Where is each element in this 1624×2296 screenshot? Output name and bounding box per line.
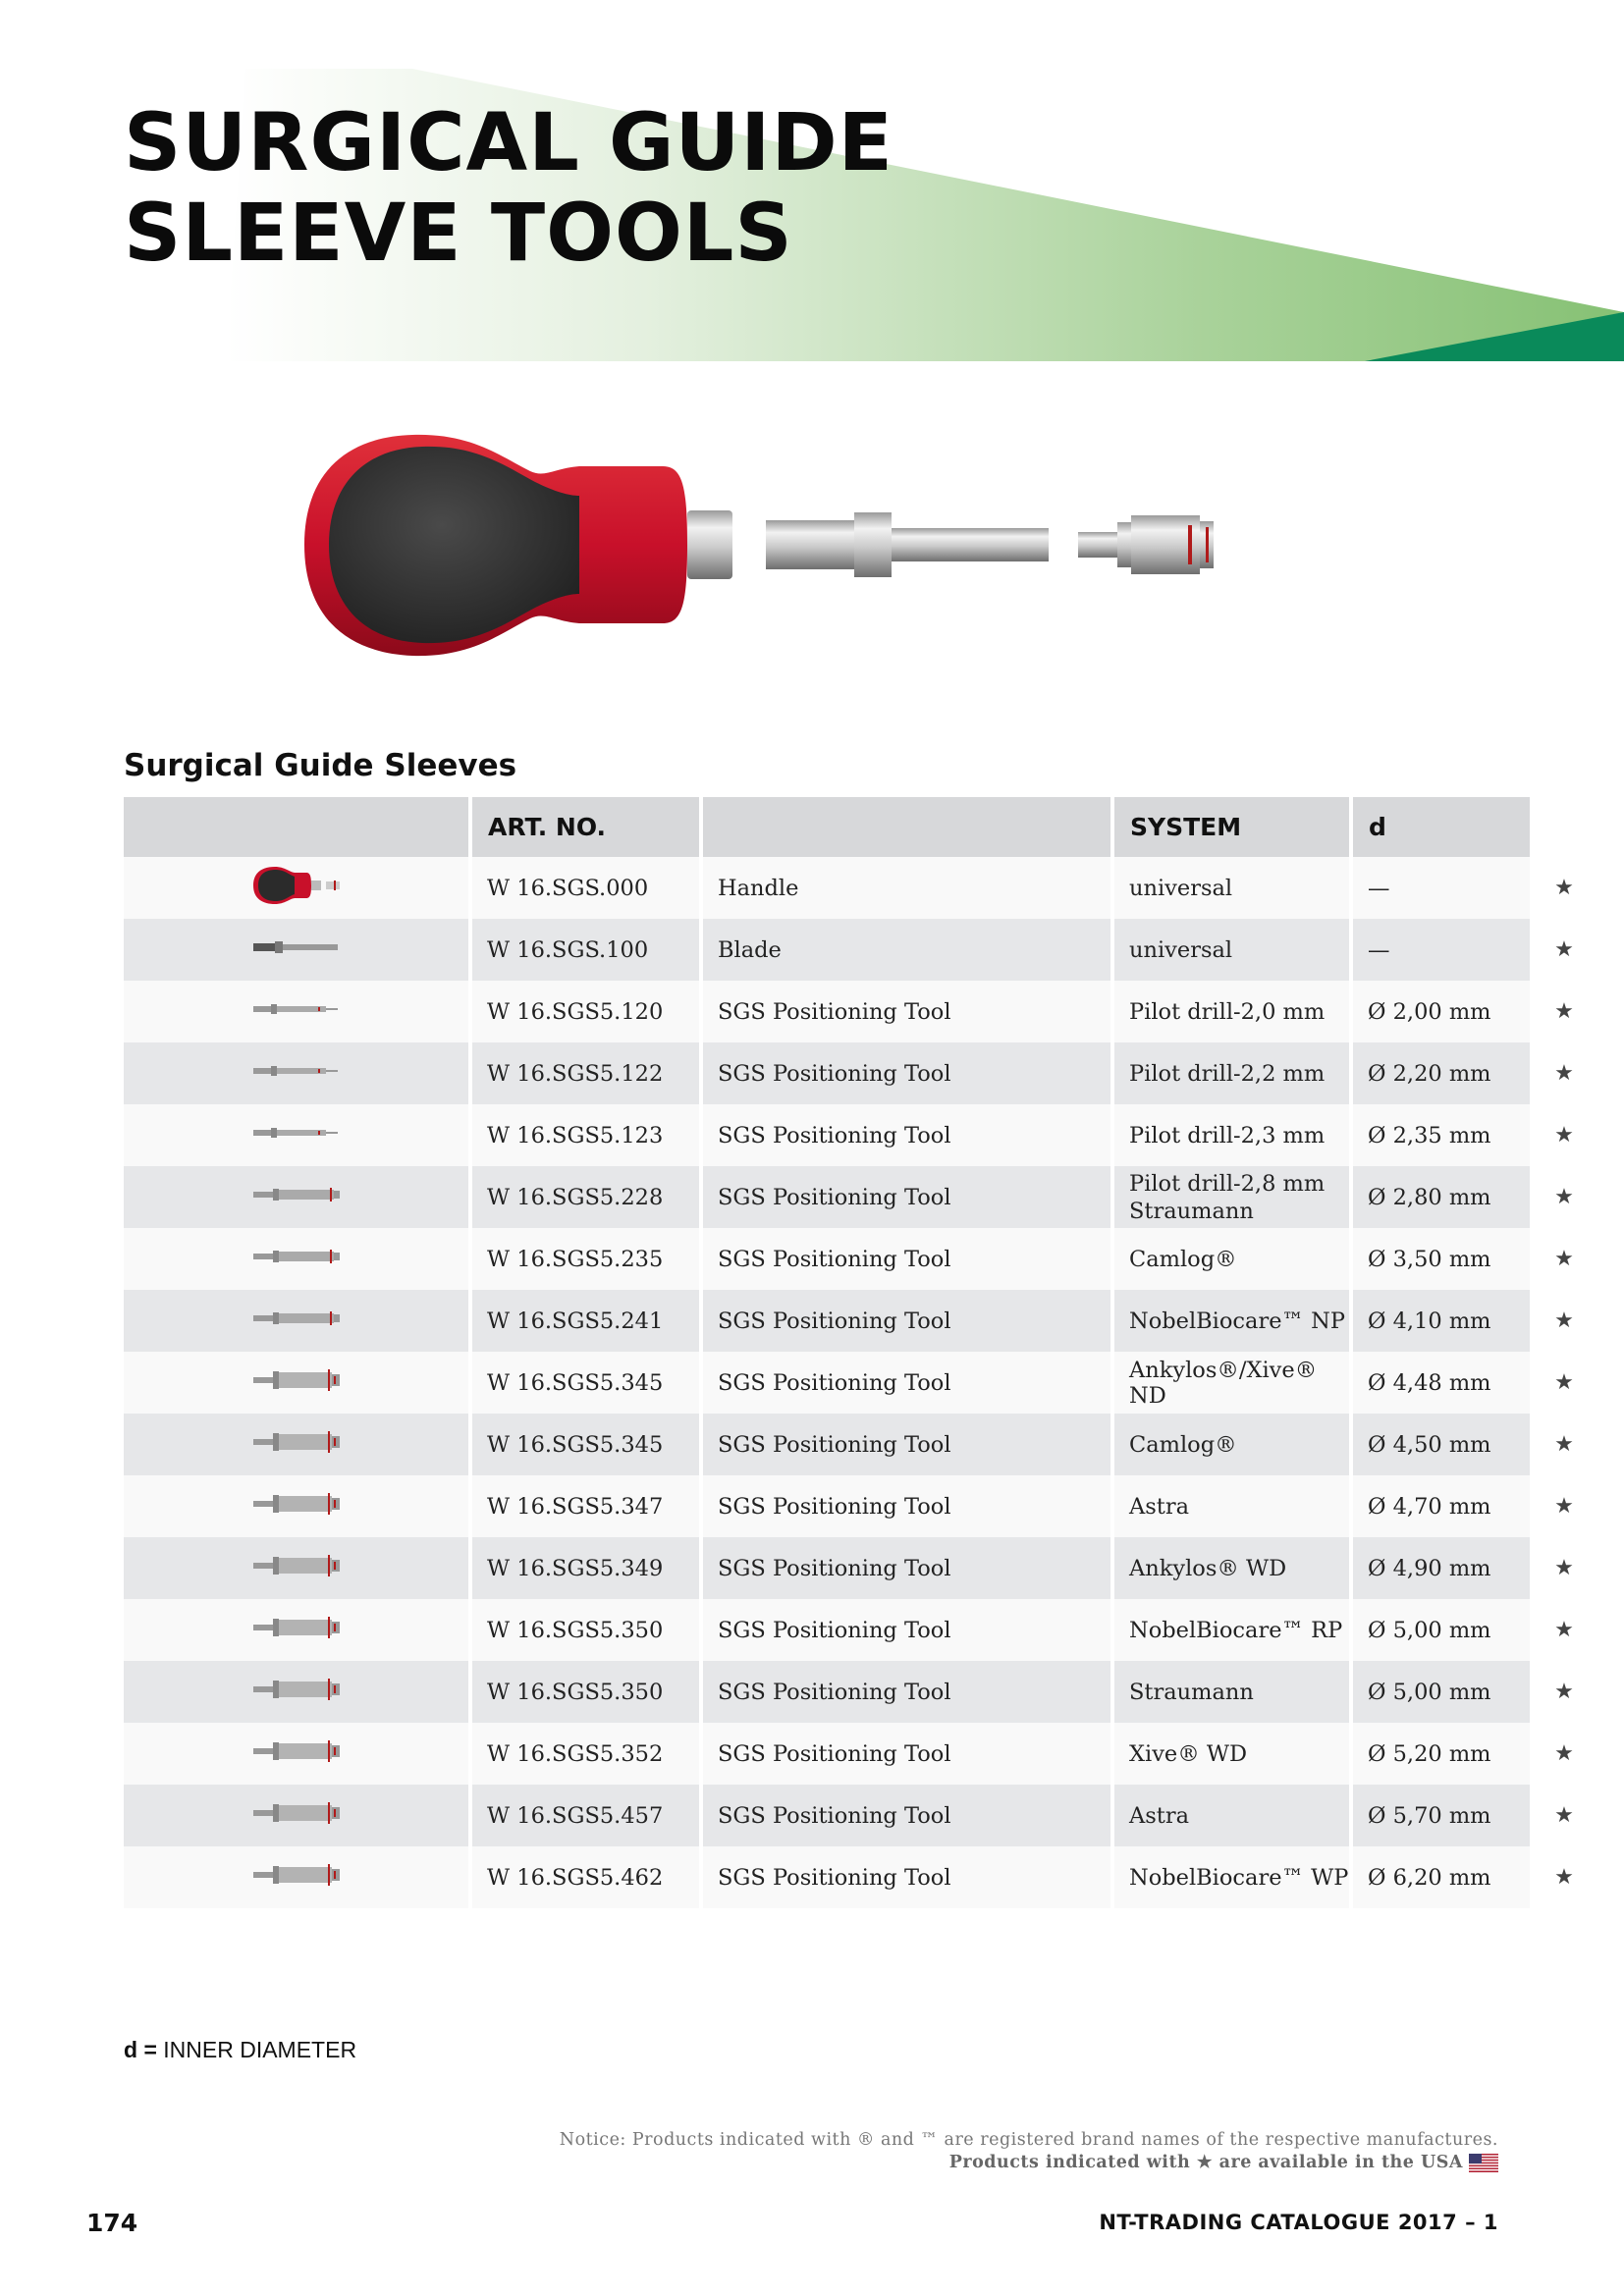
title-line-2: SLEEVE TOOLS xyxy=(124,187,793,280)
diameter-cell: Ø 2,35 mm xyxy=(1353,1104,1530,1166)
system-value: Astra xyxy=(1129,1802,1190,1829)
description-cell: SGS Positioning Tool xyxy=(703,1166,1110,1228)
product-thumbnail xyxy=(124,981,468,1042)
diameter-cell: Ø 5,00 mm xyxy=(1353,1661,1530,1723)
product-hero-image xyxy=(285,417,1257,682)
system-value: Pilot drill-2,3 mm xyxy=(1129,1122,1326,1148)
description-cell: SGS Positioning Tool xyxy=(703,981,1110,1042)
system-cell xyxy=(1114,1785,1349,1846)
usa-availability-star-icon: ★ xyxy=(1554,1061,1574,1086)
system-cell xyxy=(1114,919,1349,981)
art-no-cell: W 16.SGS.000 xyxy=(472,857,699,919)
pin-mid-thumbnail-image xyxy=(249,1186,344,1211)
table-row xyxy=(124,981,1595,1042)
pin-thin-thumbnail-image xyxy=(249,1061,344,1087)
system-value: Camlog® xyxy=(1129,1431,1237,1458)
header-image xyxy=(124,797,468,857)
pin-thin-thumbnail-image xyxy=(249,1123,344,1148)
usa-availability-star-icon: ★ xyxy=(1554,1741,1574,1766)
usa-availability-star-icon: ★ xyxy=(1554,1432,1574,1457)
notice-line-2 xyxy=(560,2152,1498,2174)
system-value: universal xyxy=(1129,875,1233,901)
usa-availability-star-icon: ★ xyxy=(1554,1803,1574,1828)
usa-availability-star-icon: ★ xyxy=(1554,1308,1574,1333)
art-no-cell: W 16.SGS5.350 xyxy=(472,1599,699,1661)
diameter-cell: Ø 5,70 mm xyxy=(1353,1785,1530,1846)
description-cell: SGS Positioning Tool xyxy=(703,1042,1110,1104)
table-row xyxy=(124,1846,1595,1908)
table-row xyxy=(124,919,1595,981)
diameter-cell: — xyxy=(1353,857,1530,919)
product-thumbnail xyxy=(124,857,468,919)
product-thumbnail xyxy=(124,919,468,981)
blade-thumbnail-image xyxy=(249,937,344,963)
system-value: Ankylos®/Xive® ND xyxy=(1129,1357,1318,1409)
product-thumbnail xyxy=(124,1846,468,1908)
handle-thumbnail-image xyxy=(249,887,344,913)
system-cell xyxy=(1114,1846,1349,1908)
art-no-cell: W 16.SGS5.123 xyxy=(472,1104,699,1166)
catalogue-footer: NT-TRADING CATALOGUE 2017 – 1 xyxy=(1099,2211,1498,2234)
description-cell: SGS Positioning Tool xyxy=(703,1475,1110,1537)
table-row xyxy=(124,1042,1595,1104)
description-cell: SGS Positioning Tool xyxy=(703,1661,1110,1723)
art-no-cell: W 16.SGS5.345 xyxy=(472,1414,699,1475)
product-thumbnail xyxy=(124,1537,468,1599)
table-row xyxy=(124,1352,1595,1414)
notice xyxy=(560,2129,1498,2174)
notice-line-2-text: Products indicated with ★ are available in the USA xyxy=(948,2153,1463,2172)
table-header-row xyxy=(124,797,1595,857)
diameter-cell: Ø 6,20 mm xyxy=(1353,1846,1530,1908)
system-cell xyxy=(1114,1723,1349,1785)
system-value: NobelBiocare™ RP xyxy=(1129,1617,1343,1643)
system-value: NobelBiocare™ NP xyxy=(1129,1308,1345,1334)
product-thumbnail xyxy=(124,1414,468,1475)
diameter-cell: Ø 5,20 mm xyxy=(1353,1723,1530,1785)
pin-wide-thumbnail-image xyxy=(249,1807,344,1833)
pin-wide-thumbnail-image xyxy=(249,1374,344,1400)
description-cell: SGS Positioning Tool xyxy=(703,1352,1110,1414)
art-no-cell: W 16.SGS5.122 xyxy=(472,1042,699,1104)
description-cell: SGS Positioning Tool xyxy=(703,1414,1110,1475)
system-cell xyxy=(1114,1599,1349,1661)
description-cell: SGS Positioning Tool xyxy=(703,1104,1110,1166)
system-value: Camlog® xyxy=(1129,1246,1237,1272)
art-no-cell: W 16.SGS5.235 xyxy=(472,1228,699,1290)
art-no-cell: W 16.SGS5.350 xyxy=(472,1661,699,1723)
product-thumbnail xyxy=(124,1475,468,1537)
art-no-cell: W 16.SGS5.228 xyxy=(472,1166,699,1228)
pin-wide-thumbnail-image xyxy=(249,1436,344,1462)
art-no-cell: W 16.SGS5.241 xyxy=(472,1290,699,1352)
system-cell xyxy=(1114,1104,1349,1166)
system-line-2: Straumann xyxy=(1129,1198,1254,1224)
system-cell xyxy=(1114,1290,1349,1352)
section-title: Surgical Guide Sleeves xyxy=(124,748,517,783)
pin-thin-thumbnail-image xyxy=(249,999,344,1025)
pin-wide-thumbnail-image xyxy=(249,1622,344,1647)
system-value: universal xyxy=(1129,936,1233,963)
system-value: NobelBiocare™ WP xyxy=(1129,1864,1349,1891)
table-row xyxy=(124,1166,1595,1228)
diameter-cell: Ø 2,00 mm xyxy=(1353,981,1530,1042)
table-row xyxy=(124,1723,1595,1785)
pin-wide-thumbnail-image xyxy=(249,1560,344,1585)
diameter-cell: — xyxy=(1353,919,1530,981)
usa-flag-icon xyxy=(1469,2154,1498,2172)
legend-key: d = xyxy=(124,2037,157,2062)
usa-availability-star-icon: ★ xyxy=(1554,937,1574,962)
table-row xyxy=(124,1537,1595,1599)
page-number: 174 xyxy=(86,2209,138,2237)
usa-availability-star-icon: ★ xyxy=(1554,1494,1574,1519)
usa-availability-star-icon: ★ xyxy=(1554,1618,1574,1642)
art-no-cell: W 16.SGS5.120 xyxy=(472,981,699,1042)
description-cell: SGS Positioning Tool xyxy=(703,1290,1110,1352)
system-value: Astra xyxy=(1129,1493,1190,1520)
description-cell: SGS Positioning Tool xyxy=(703,1228,1110,1290)
product-thumbnail xyxy=(124,1785,468,1846)
table-row xyxy=(124,1414,1595,1475)
product-thumbnail xyxy=(124,1104,468,1166)
product-thumbnail xyxy=(124,1042,468,1104)
system-line-1: Pilot drill-2,8 mm xyxy=(1129,1170,1326,1197)
table-row xyxy=(124,1599,1595,1661)
product-thumbnail xyxy=(124,1661,468,1723)
diameter-cell: Ø 2,80 mm xyxy=(1353,1166,1530,1228)
art-no-cell: W 16.SGS.100 xyxy=(472,919,699,981)
system-cell xyxy=(1114,857,1349,919)
system-cell xyxy=(1114,1166,1349,1228)
art-no-cell: W 16.SGS5.345 xyxy=(472,1352,699,1414)
usa-availability-star-icon: ★ xyxy=(1554,876,1574,900)
description-cell: SGS Positioning Tool xyxy=(703,1599,1110,1661)
art-no-cell: W 16.SGS5.462 xyxy=(472,1846,699,1908)
pin-mid-thumbnail-image xyxy=(249,1309,344,1335)
art-no-cell: W 16.SGS5.352 xyxy=(472,1723,699,1785)
pin-wide-thumbnail-image xyxy=(249,1683,344,1709)
diameter-cell: Ø 4,48 mm xyxy=(1353,1352,1530,1414)
header-description xyxy=(703,797,1110,857)
diameter-cell: Ø 4,90 mm xyxy=(1353,1537,1530,1599)
system-cell xyxy=(1114,1537,1349,1599)
header-art-no: ART. NO. xyxy=(472,797,699,857)
diameter-cell: Ø 5,00 mm xyxy=(1353,1599,1530,1661)
diameter-cell: Ø 4,50 mm xyxy=(1353,1414,1530,1475)
table-row xyxy=(124,1104,1595,1166)
system-cell xyxy=(1114,1352,1349,1414)
description-cell: Handle xyxy=(703,857,1110,919)
product-thumbnail xyxy=(124,1228,468,1290)
table-row xyxy=(124,1228,1595,1290)
description-cell: SGS Positioning Tool xyxy=(703,1846,1110,1908)
products-table xyxy=(120,797,1598,1908)
pin-mid-thumbnail-image xyxy=(249,1248,344,1273)
description-cell: SGS Positioning Tool xyxy=(703,1785,1110,1846)
pin-wide-thumbnail-image xyxy=(249,1498,344,1523)
usa-availability-star-icon: ★ xyxy=(1554,999,1574,1024)
art-no-cell: W 16.SGS5.347 xyxy=(472,1475,699,1537)
notice-line-1: Notice: Products indicated with ® and ™ are registered brand names of the respective manufactures. xyxy=(559,2130,1498,2150)
table-row xyxy=(124,857,1595,919)
table-row xyxy=(124,1475,1595,1537)
system-value: Ankylos® WD xyxy=(1129,1555,1287,1581)
diameter-cell: Ø 4,70 mm xyxy=(1353,1475,1530,1537)
usa-availability-star-icon: ★ xyxy=(1554,1556,1574,1580)
system-cell xyxy=(1114,981,1349,1042)
diameter-cell: Ø 3,50 mm xyxy=(1353,1228,1530,1290)
usa-availability-star-icon: ★ xyxy=(1554,1123,1574,1148)
usa-availability-star-icon: ★ xyxy=(1554,1680,1574,1704)
system-cell xyxy=(1114,1414,1349,1475)
legend xyxy=(124,2037,356,2063)
legend-text: INNER DIAMETER xyxy=(163,2037,357,2062)
usa-availability-star-icon: ★ xyxy=(1554,1865,1574,1890)
description-cell: Blade xyxy=(703,919,1110,981)
table-row xyxy=(124,1661,1595,1723)
product-thumbnail xyxy=(124,1290,468,1352)
art-no-cell: W 16.SGS5.457 xyxy=(472,1785,699,1846)
product-thumbnail xyxy=(124,1166,468,1228)
pin-wide-thumbnail-image xyxy=(249,1869,344,1895)
system-cell xyxy=(1114,1475,1349,1537)
product-thumbnail xyxy=(124,1352,468,1414)
header-diameter: d xyxy=(1353,797,1530,857)
system-value: Pilot drill-2,0 mm xyxy=(1129,998,1326,1025)
system-value: Straumann xyxy=(1129,1679,1254,1705)
art-no-cell: W 16.SGS5.349 xyxy=(472,1537,699,1599)
title-line-1: SURGICAL GUIDE xyxy=(124,97,894,189)
usa-availability-star-icon: ★ xyxy=(1554,1185,1574,1209)
product-thumbnail xyxy=(124,1723,468,1785)
system-cell xyxy=(1114,1661,1349,1723)
pin-wide-thumbnail-image xyxy=(249,1745,344,1771)
page-title xyxy=(124,98,893,279)
header-system: SYSTEM xyxy=(1114,797,1349,857)
header-availability xyxy=(1534,797,1595,857)
system-cell xyxy=(1114,1228,1349,1290)
usa-availability-star-icon: ★ xyxy=(1554,1247,1574,1271)
system-cell xyxy=(1114,1042,1349,1104)
table-row xyxy=(124,1290,1595,1352)
usa-availability-star-icon: ★ xyxy=(1554,1370,1574,1395)
table-row xyxy=(124,1785,1595,1846)
product-thumbnail xyxy=(124,1599,468,1661)
diameter-cell: Ø 2,20 mm xyxy=(1353,1042,1530,1104)
description-cell: SGS Positioning Tool xyxy=(703,1723,1110,1785)
description-cell: SGS Positioning Tool xyxy=(703,1537,1110,1599)
system-value: Xive® WD xyxy=(1129,1740,1248,1767)
diameter-cell: Ø 4,10 mm xyxy=(1353,1290,1530,1352)
system-value: Pilot drill-2,2 mm xyxy=(1129,1060,1326,1087)
